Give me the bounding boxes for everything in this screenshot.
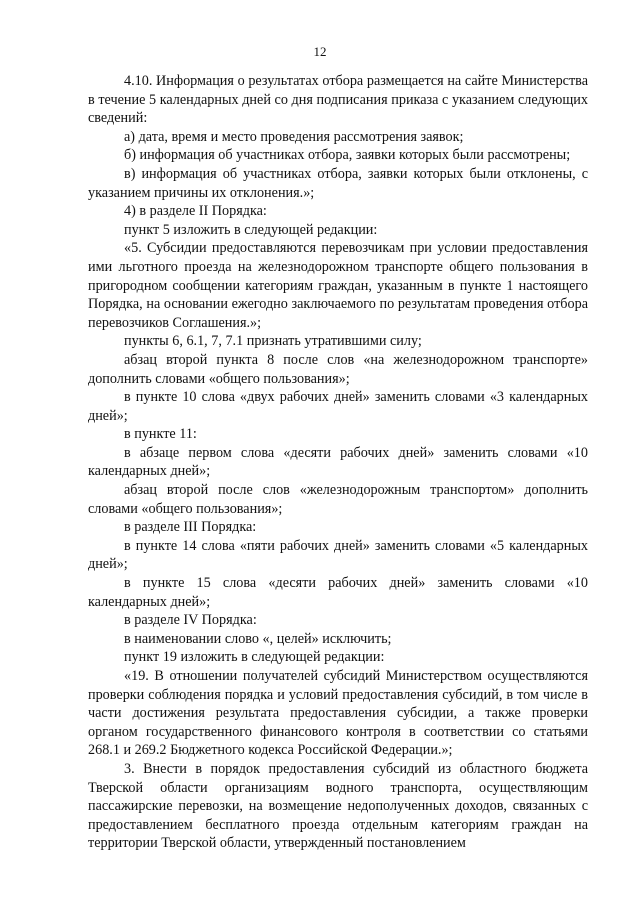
paragraph-title-change: в наименовании слово «, целей» исключить;	[124, 630, 392, 647]
paragraph-point-5-text: «5. Субсидии предоставляются перевозчикам при условии предоставления ими льготного проезда на железнодорожном транспорте общего пользования в пригородном сообщении категориям граждан, указанным в пункте 1 настоящего Порядка, на основании ежегодно заключаемого по результатам проведения отбора перевозчиков Соглашения.»;	[88, 240, 588, 331]
paragraph-point-11: в пункте 11:	[124, 426, 197, 443]
page-number: 12	[313, 44, 327, 59]
paragraph-item-a: а) дата, время и место проведения рассмотрения заявок;	[124, 128, 464, 145]
document-body	[88, 72, 588, 853]
paragraph-4-10: 4.10. Информация о результатах отбора размещается на сайте Министерства в течение 5 календарных дней со дня подписания приказа с указанием следующих сведений:	[88, 73, 588, 127]
paragraph-point-8: абзац второй пункта 8 после слов «на железнодорожном транспорте» дополнить словами «общего пользования»;	[88, 351, 588, 387]
paragraph-points-invalid: пункты 6, 6.1, 7, 7.1 признать утратившими силу;	[124, 333, 422, 350]
paragraph-point-11-abz-1: в абзаце первом слова «десяти рабочих дней» заменить словами «10 календарных дней»;	[88, 444, 588, 480]
paragraph-section-3: в разделе III Порядка:	[124, 519, 257, 536]
paragraph-section-2: 4) в разделе II Порядка:	[124, 203, 267, 220]
paragraph-item-b: б) информация об участниках отбора, заявки которых были рассмотрены;	[124, 147, 571, 164]
paragraph-section-4: в разделе IV Порядка:	[124, 612, 257, 629]
paragraph-point-10: в пункте 10 слова «двух рабочих дней» заменить словами «3 календарных дней»;	[88, 389, 588, 424]
paragraph-point-19-text: «19. В отношении получателей субсидий Министерством осуществляются проверки соблюдения порядка и условий предоставления субсидий, в том числе в части достижения результата предоставления субсидии, а также проверки органом государственного финансового контроля в соответствии со статьями 268.1 и 269.2 Бюджетного кодекса Российской Федерации.»;	[88, 668, 588, 759]
paragraph-item-3: 3. Внести в порядок предоставления субсидий из областного бюджета Тверской области организациям водного транспорта, осуществляющим пассажирские перевозки, на возмещение недополученных доходов, связанных с предоставлением бесплатного проезда отдельным категориям граждан на территории Тверской области, утвержденный постановлением	[88, 760, 588, 852]
paragraph-point-19-intro: пункт 19 изложить в следующей редакции:	[124, 649, 385, 666]
paragraph-item-v: в) информация об участниках отбора, заявки которых были отклонены, с указанием причины их отклонения.»;	[88, 165, 588, 201]
paragraph-point-14: в пункте 14 слова «пяти рабочих дней» заменить словами «5 календарных дней»;	[88, 537, 588, 573]
paragraph-point-5-intro: пункт 5 изложить в следующей редакции:	[124, 221, 378, 238]
paragraph-point-15: в пункте 15 слова «десяти рабочих дней» заменить словами «10 календарных дней»;	[88, 575, 588, 610]
paragraph-point-11-abz-2: абзац второй после слов «железнодорожным транспортом» дополнить словами «общего пользования»;	[88, 482, 588, 517]
